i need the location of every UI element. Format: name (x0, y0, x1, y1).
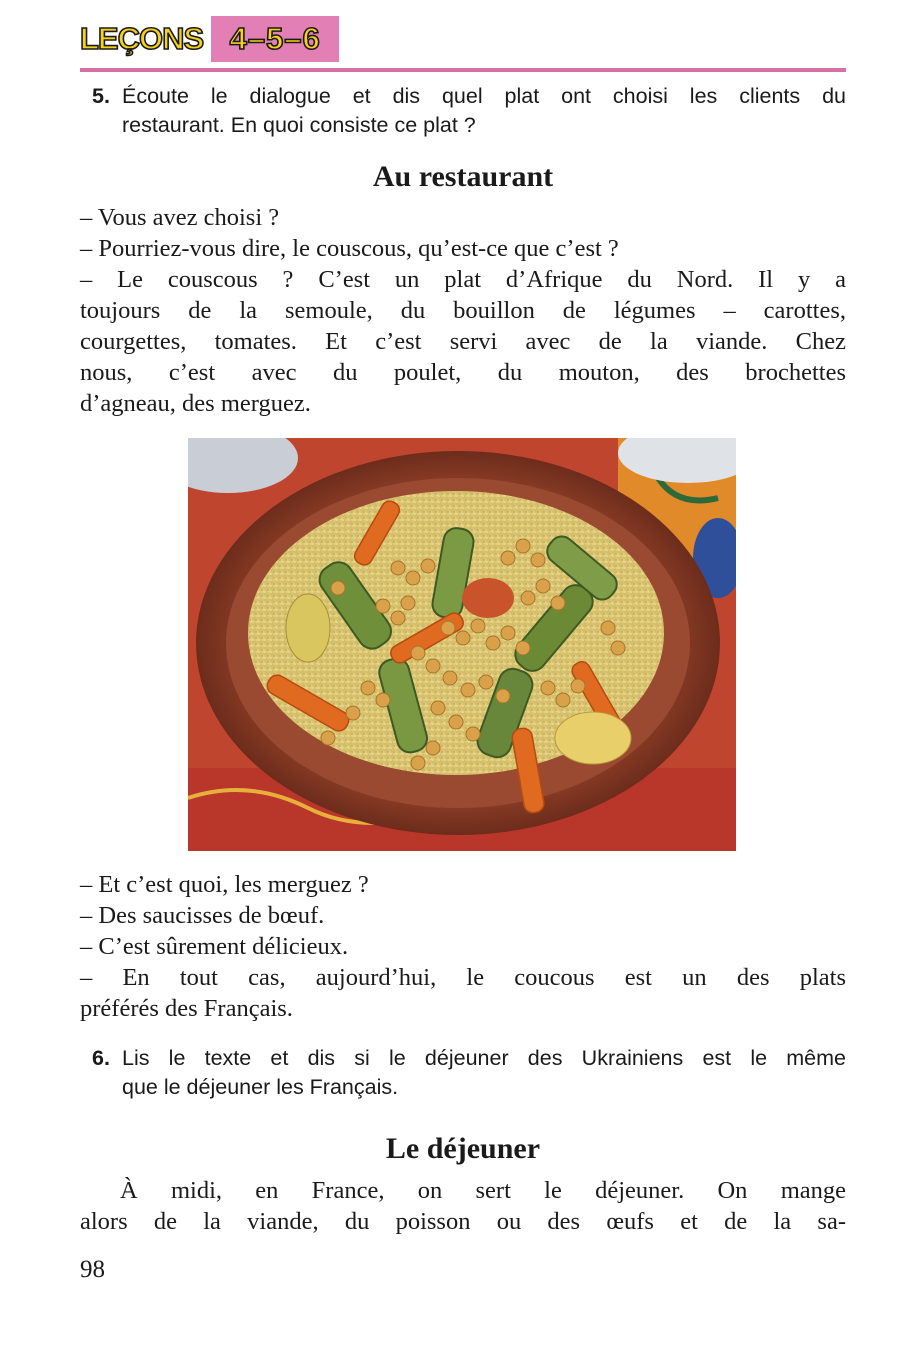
lesson-header (80, 16, 339, 62)
page-number: 98 (80, 1256, 105, 1283)
dialogue-line: – En tout cas, aujourd’hui, le coucous est un des plats (80, 964, 846, 991)
dialogue-text-continued (80, 869, 846, 1024)
dialogue-line: – Le couscous ? C’est un plat d’Afrique du Nord. Il y a (80, 266, 846, 293)
task-line: Lis le texte et dis si le déjeuner des Ukrainiens est le même (122, 1046, 846, 1070)
task-number: 5. (92, 84, 110, 108)
header-divider (80, 68, 846, 72)
dejeuner-text (80, 1175, 846, 1237)
couscous-illustration (188, 438, 736, 851)
dialogue-line: préférés des Français. (80, 995, 293, 1022)
dialogue-line: toujours de la semoule, du bouillon de légumes – carottes, (80, 297, 846, 324)
dialogue-text (80, 202, 846, 419)
task-line: restaurant. En quoi consiste ce plat ? (122, 113, 476, 137)
section-title: Le déjeuner (385, 1132, 541, 1165)
task-6 (92, 1044, 846, 1102)
section-title: Au restaurant (372, 160, 554, 193)
dialogue-line: – Vous avez choisi ? (80, 204, 280, 231)
lesson-numbers: 4–5–6 (229, 21, 321, 56)
couscous-dish-photo (188, 438, 736, 851)
dialogue-line: nous, c’est avec du poulet, du mouton, des brochettes (80, 359, 846, 386)
task-line: que le déjeuner les Français. (122, 1075, 399, 1099)
task-number: 6. (92, 1046, 110, 1070)
dialogue-line: – C’est sûrement délicieux. (80, 933, 349, 960)
dialogue-line: – Et c’est quoi, les merguez ? (80, 871, 369, 898)
dialogue-line: – Pourriez-vous dire, le couscous, qu’est-ce que c’est ? (80, 235, 619, 262)
paragraph-line: À midi, en France, on sert le déjeuner. On mange (120, 1177, 846, 1204)
task-line: Écoute le dialogue et dis quel plat ont choisi les clients du (122, 84, 846, 108)
paragraph-line: alors de la viande, du poisson ou des œufs et de la sa- (80, 1208, 846, 1235)
task-5 (92, 82, 846, 140)
lecons-label: LEÇONS (80, 21, 204, 56)
dialogue-line: – Des saucisses de bœuf. (80, 902, 325, 929)
lesson-number-badge (211, 16, 339, 62)
dialogue-line: courgettes, tomates. Et c’est servi avec de la viande. Chez (80, 328, 846, 355)
dialogue-line: d’agneau, des merguez. (80, 390, 311, 417)
